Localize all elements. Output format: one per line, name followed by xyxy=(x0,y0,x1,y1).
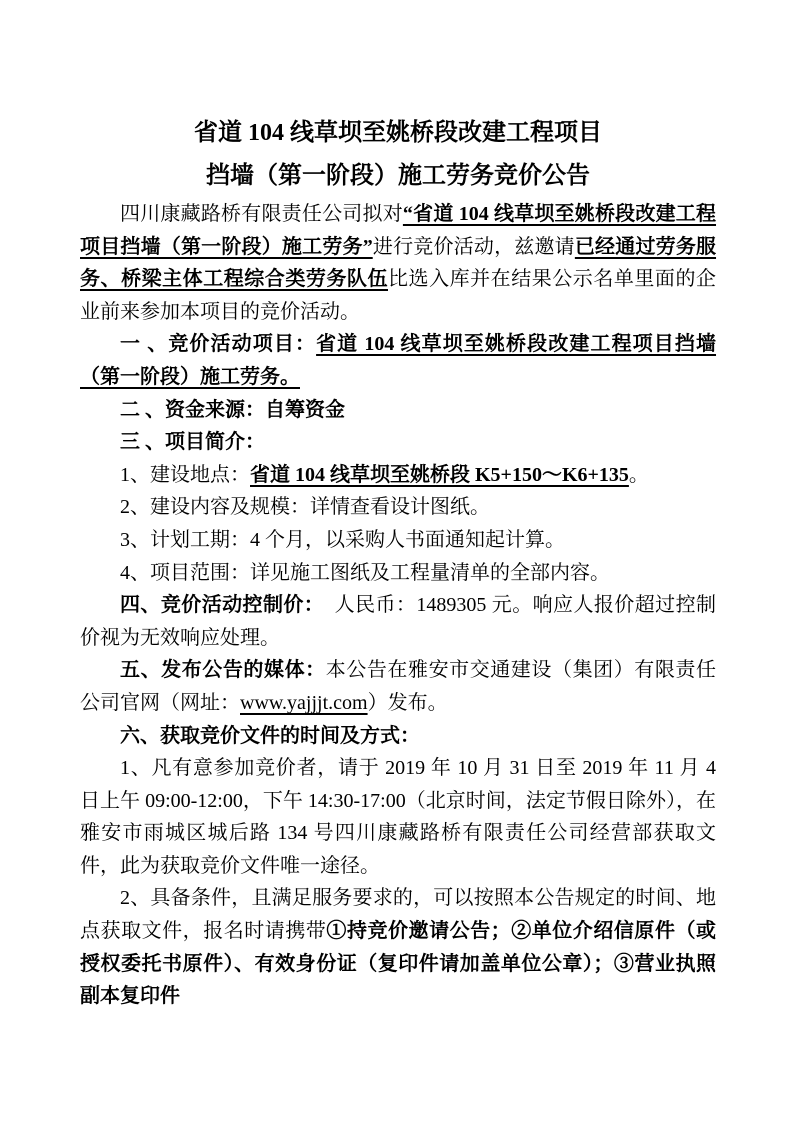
text-run: 3、计划工期：4 个月，以采购人书面通知起计算。 xyxy=(120,528,565,551)
item-2-scope xyxy=(80,491,716,524)
text-run: 省道 104 线草坝至姚桥段 K5+150～K6+135 xyxy=(250,463,629,486)
text-run: 2、具备条件，且满足服务要求的，可以按照本公告规定的时间、地点获取文件，报名时请携带 xyxy=(80,887,716,943)
text-run: 三 、项目简介： xyxy=(120,431,265,454)
document-title-line2: 挡墙（第一阶段）施工劳务竞价公告 xyxy=(206,163,590,189)
text-run: 二 、资金来源：自筹资金 xyxy=(120,398,345,421)
section-3-overview xyxy=(80,426,716,459)
section-6-obtain xyxy=(80,720,716,753)
text-run: “省道 104 线草坝至姚桥段改建工程项目挡墙（第一阶段）施工劳务” xyxy=(80,203,717,258)
text-run: 2、建设内容及规模：详情查看设计图纸。 xyxy=(120,496,490,519)
text-run: ①持竞价邀请公告；②单位介绍信原件（或授权委托书原件）、有效身份证（复印件请加盖单位公章）；③营业执照副本复印件 xyxy=(80,920,717,1008)
text-run: 人民币：1489305 元。响应人报价超过控制价视为无效响应处理。 xyxy=(80,594,717,649)
text-run: 省道 104 线草坝至姚桥段改建工程项目挡墙（第一阶段）施工劳务。 xyxy=(80,333,717,388)
section-4-control-price xyxy=(80,589,716,654)
item-1-location xyxy=(80,459,716,492)
text-run: 。 xyxy=(628,463,649,486)
item-6-2-requirements xyxy=(80,882,716,1012)
text-run: 一 、竞价活动项目： xyxy=(120,333,317,356)
text-run: 4、项目范围：详见施工图纸及工程量清单的全部内容。 xyxy=(120,561,610,584)
text-run: 已经通过劳务服务、桥梁主体工程综合类劳务队伍 xyxy=(80,235,717,291)
text-run: ）发布。 xyxy=(367,691,448,714)
text-run: www.yajjjt.com xyxy=(240,691,368,714)
text-run: 四川康藏路桥有限责任公司拟对 xyxy=(120,203,403,225)
text-run: 五、发布公告的媒体： xyxy=(120,659,326,682)
text-run: 1、建设地点： xyxy=(120,463,250,486)
section-5-media xyxy=(80,654,716,719)
item-6-1-time xyxy=(80,752,716,882)
document-title-line1: 省道 104 线草坝至姚桥段改建工程项目 xyxy=(194,120,602,146)
section-2-funding xyxy=(80,394,716,427)
intro-paragraph xyxy=(80,198,716,328)
text-run: 进行竞价活动，兹邀请 xyxy=(372,235,575,258)
text-run: 比选入库并在结果公示名单里面的企业前来参加本项目的竞价活动。 xyxy=(80,268,716,323)
text-run: 本公告在雅安市交通建设（集团）有限责任公司官网（网址： xyxy=(80,659,717,714)
text-run: 1、凡有意参加竞价者，请于 2019 年 10 月 31 日至 2019 年 11 月 4 日上午 09:00-12:00，下午 14:30-17:00（北京时间，法定节假日除外），在雅安市雨城区城后路 134 号四川康藏路桥有限责任公司经营部获取文件，此为获取竞价文件唯一途径。 xyxy=(80,757,716,877)
item-3-duration xyxy=(80,524,716,557)
item-4-range xyxy=(80,557,716,590)
document-body xyxy=(80,198,716,1013)
text-run: 四、竞价活动控制价： xyxy=(120,594,315,617)
section-1-project xyxy=(80,328,716,393)
text-run: 六、获取竞价文件的时间及方式： xyxy=(120,724,420,747)
